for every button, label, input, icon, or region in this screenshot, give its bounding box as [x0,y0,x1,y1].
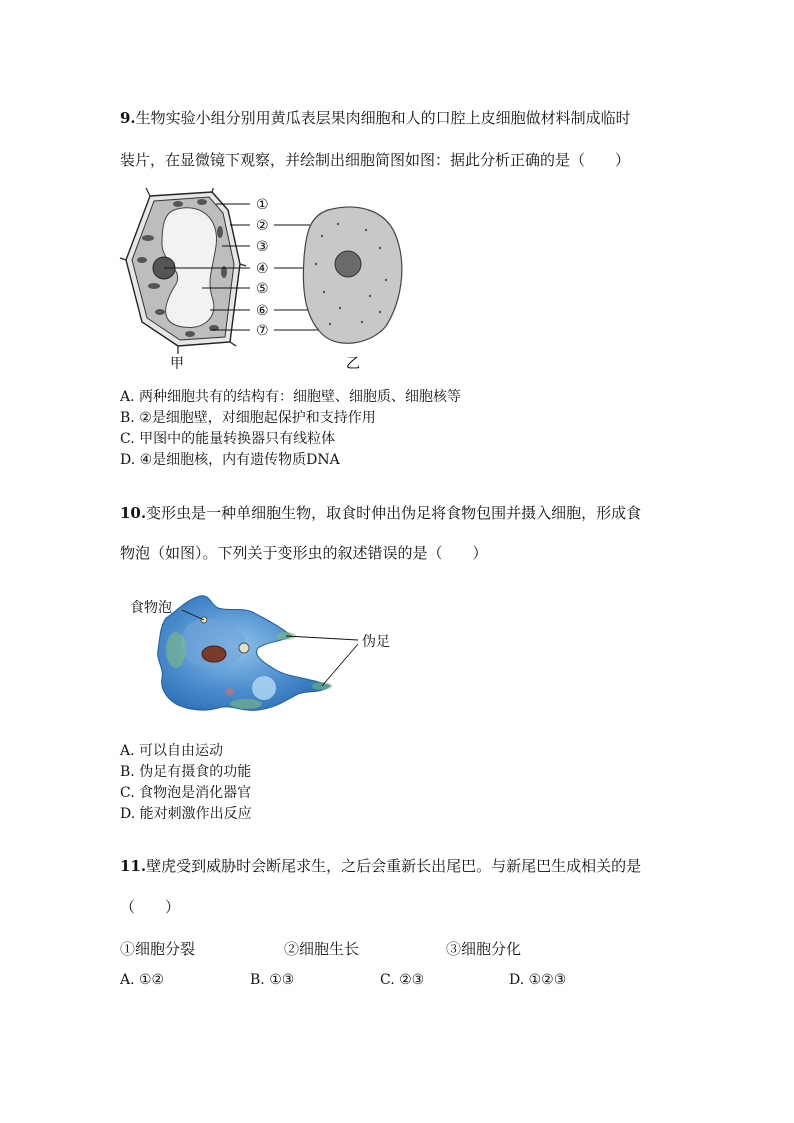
q11-option-b[interactable]: B. ①③ [250,972,295,988]
q10-amoeba-figure [126,590,406,724]
amoeba-food-vacuole-1 [239,643,249,653]
q9-stem-line2: 装片，在显微镜下观察，并绘制出细胞简图如图：据此分析正确的是（ ） [120,151,631,169]
marker-6: ⑥ [256,303,269,319]
q9-cell-figure [118,188,418,374]
amoeba-vacuole-red [226,688,234,696]
q10-stem-line2: 物泡（如图）。下列关于变形虫的叙述错误的是（ ） [120,544,488,562]
q11-item-2: ②细胞生长 [284,940,360,958]
q11-stem-line2: （ ） [120,898,181,916]
q10-option-d[interactable]: D. 能对刺激作出反应 [120,806,252,822]
q9-option-a[interactable]: A. 两种细胞共有的结构有：细胞壁、细胞质、细胞核等 [120,389,462,405]
q10-line1-text: 变形虫是一种单细胞生物，取食时伸出伪足将食物包围并摄入细胞，形成食 [146,504,642,522]
marker-5: ⑤ [256,281,269,297]
q9-option-b[interactable]: B. ②是细胞壁，对细胞起保护和支持作用 [120,410,376,426]
marker-2: ② [256,218,269,234]
q11-option-d[interactable]: D. ①②③ [509,972,567,988]
q11-line1-text: 壁虎受到威胁时会断尾求生，之后会重新长出尾巴。与新尾巴生成相关的是 [146,857,642,875]
q10-option-a[interactable]: A. 可以自由运动 [120,743,224,759]
q11-number: 11. [120,857,147,875]
amoeba-nucleus [202,646,226,662]
q11-item-1: ①细胞分裂 [120,940,196,958]
label-pseudopod: 伪足 [362,634,390,650]
q11-option-a[interactable]: A. ①② [120,972,165,988]
q9-number: 9. [120,109,136,127]
q10-option-c[interactable]: C. 食物泡是消化器官 [120,785,252,801]
q9-option-d[interactable]: D. ④是细胞核，内有遗传物质DNA [120,452,340,468]
q9-line1-text: 生物实验小组分别用黄瓜表层果肉细胞和人的口腔上皮细胞做材料制成临时 [135,109,631,127]
marker-4: ④ [256,261,269,277]
q11-stem-line1 [120,856,690,876]
q9-stem-line1 [120,108,690,128]
label-jia: 甲 [170,356,184,372]
q9-option-c[interactable]: C. 甲图中的能量转换器只有线粒体 [120,431,336,447]
animal-cell-nucleus [335,251,361,277]
q10-number: 10. [120,504,147,522]
amoeba-contractile-vacuole [252,676,276,700]
q10-option-b[interactable]: B. 伪足有摄食的功能 [120,764,252,780]
marker-3: ③ [256,239,269,255]
q11-option-c[interactable]: C. ②③ [380,972,425,988]
label-food-vacuole: 食物泡 [130,600,172,616]
label-yi: 乙 [346,356,360,372]
q10-stem-line1 [120,503,690,523]
marker-7: ⑦ [256,323,269,339]
marker-1: ① [256,197,269,213]
q11-item-3: ③细胞分化 [446,940,522,958]
